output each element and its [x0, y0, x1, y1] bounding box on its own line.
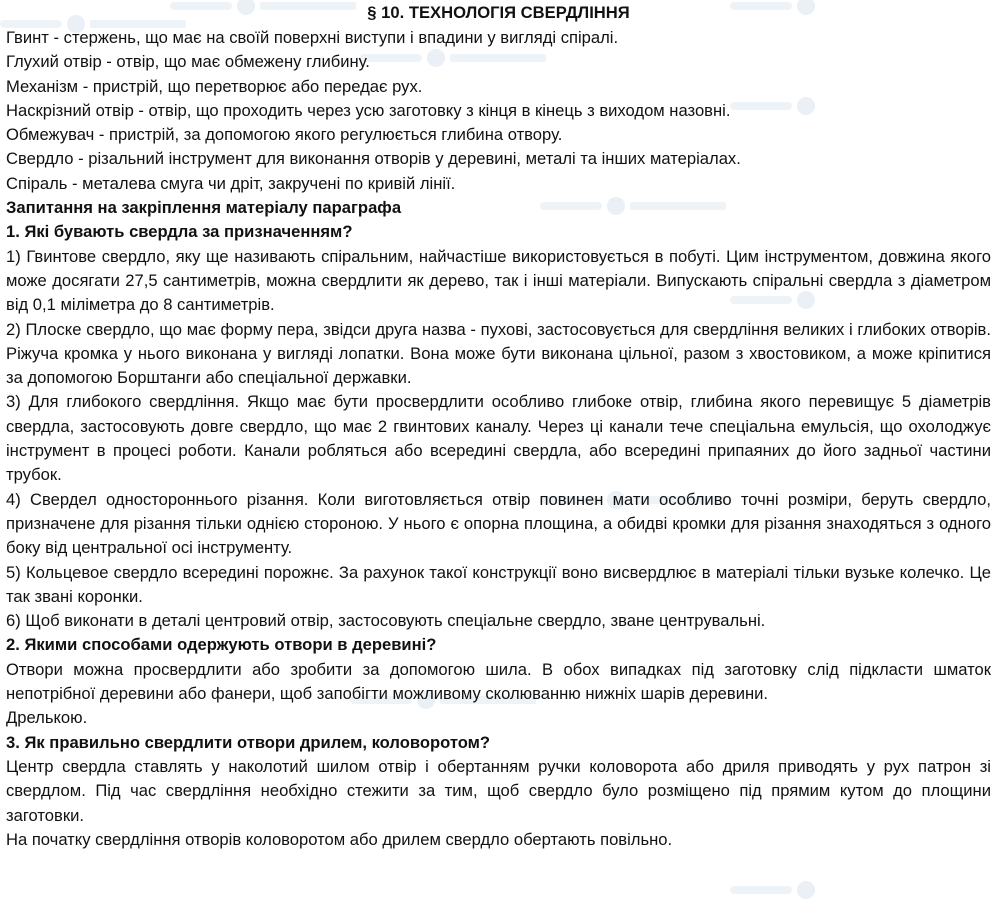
page-title: § 10. ТЕХНОЛОГІЯ СВЕРДЛІННЯ — [367, 3, 630, 22]
watermark-logo — [730, 880, 930, 900]
question: 2. Якими способами одержують отвори в деревині? — [6, 635, 437, 655]
question: 1. Які бувають свердла за призначенням? — [6, 222, 353, 242]
answer: 2) Плоске свердло, що має форму пера, звідси друга назва - пухові, застосовується для свердління великих і глибоких отворів. Ріжуча кромка у нього виконана у вигляді лопатки. Вона може бути виконана цільної, разом з хвостовиком, а може кріпитися за допомогою Борштанги або спеціальної державки. — [6, 319, 991, 388]
definition: Наскрізний отвір - отвір, що проходить через усю заготовку з кінця в кінець з виходом назовні. — [6, 100, 731, 120]
answer: На початку свердління отворів коловоротом або дрилем свердло обертають повільно. — [6, 829, 673, 849]
answer: 4) Свердел одностороннього різання. Коли виготовляється отвір повинен мати особливо точні розміри, беруть свердло, призначене для різання тільки однією стороною. У нього є опорна площина, а обидві кромки для різання знаходяться з одного боку від центральної осі інструменту. — [6, 489, 991, 558]
answer: 3) Для глибокого свердління. Якщо має бути просвердлити особливо глибоке отвір, глибина якого перевищує 5 діаметрів свердла, застосовують довге свердло, що має 2 гвинтових каналу. Через ці канали тече спеціальна емульсія, що охолоджує інструмент в процесі роботи. Канали робляться або всередині свердла, або всередині припаяних до його задньої частини трубок. — [6, 392, 991, 485]
definition: Глухий отвір - отвір, що має обмежену глибину. — [6, 52, 370, 72]
definition: Механізм - пристрій, що перетворює або передає рух. — [6, 76, 423, 96]
section-heading: Запитання на закріплення матеріалу параграфа — [6, 198, 402, 218]
answer: 6) Щоб виконати в деталі центровий отвір, застосовують спеціальне свердло, зване центрувальні. — [6, 611, 766, 631]
definition: Обмежувач - пристрій, за допомогою якого регулюється глибина отвору. — [6, 125, 563, 145]
answer: Дрелькою. — [6, 708, 88, 728]
definition: Свердло - різальний інструмент для виконання отворів у деревині, металі та інших матеріалах. — [6, 149, 741, 169]
question: 3. Як правильно свердлити отвори дрилем, коловоротом? — [6, 732, 491, 752]
definition: Гвинт - стержень, що має на своїй поверхні виступи і впадини у вигляді спіралі. — [6, 28, 619, 47]
definition: Спіраль - металева смуга чи дріт, закручені по кривій лінії. — [6, 173, 456, 193]
answer: Отвори можна просвердлити або зробити за допомогою шила. В обох випадках під заготовку слід підкласти шматок непотрібної деревини або фанери, щоб запобігти можливому сколюванню нижніх шарів деревини. — [6, 659, 991, 704]
answer: 1) Гвинтове свердло, яку ще називають спіральним, найчастіше використовується в побуті. Цим інструментом, довжина якого може досягати 27,5 сантиметрів, можна свердлити як дерево, так і інші матеріали. Випускають спіральні свердла з діаметром від 0,1 міліметра до 8 сантиметрів. — [6, 246, 991, 315]
answer: Центр свердла ставлять у наколотий шилом отвір і обертанням ручки коловорота або дриля приводять у рух патрон зі свердлом. Під час свердління необхідно стежити за тим, щоб свердло було розміщено під прямим кутом до площини заготовки. — [6, 756, 991, 825]
answer: 5) Кольцевое свердло всередині порожнє. За рахунок такої конструкції воно висвердлює в матеріалі тільки вузьке колечко. Це так звані коронки. — [6, 562, 991, 606]
